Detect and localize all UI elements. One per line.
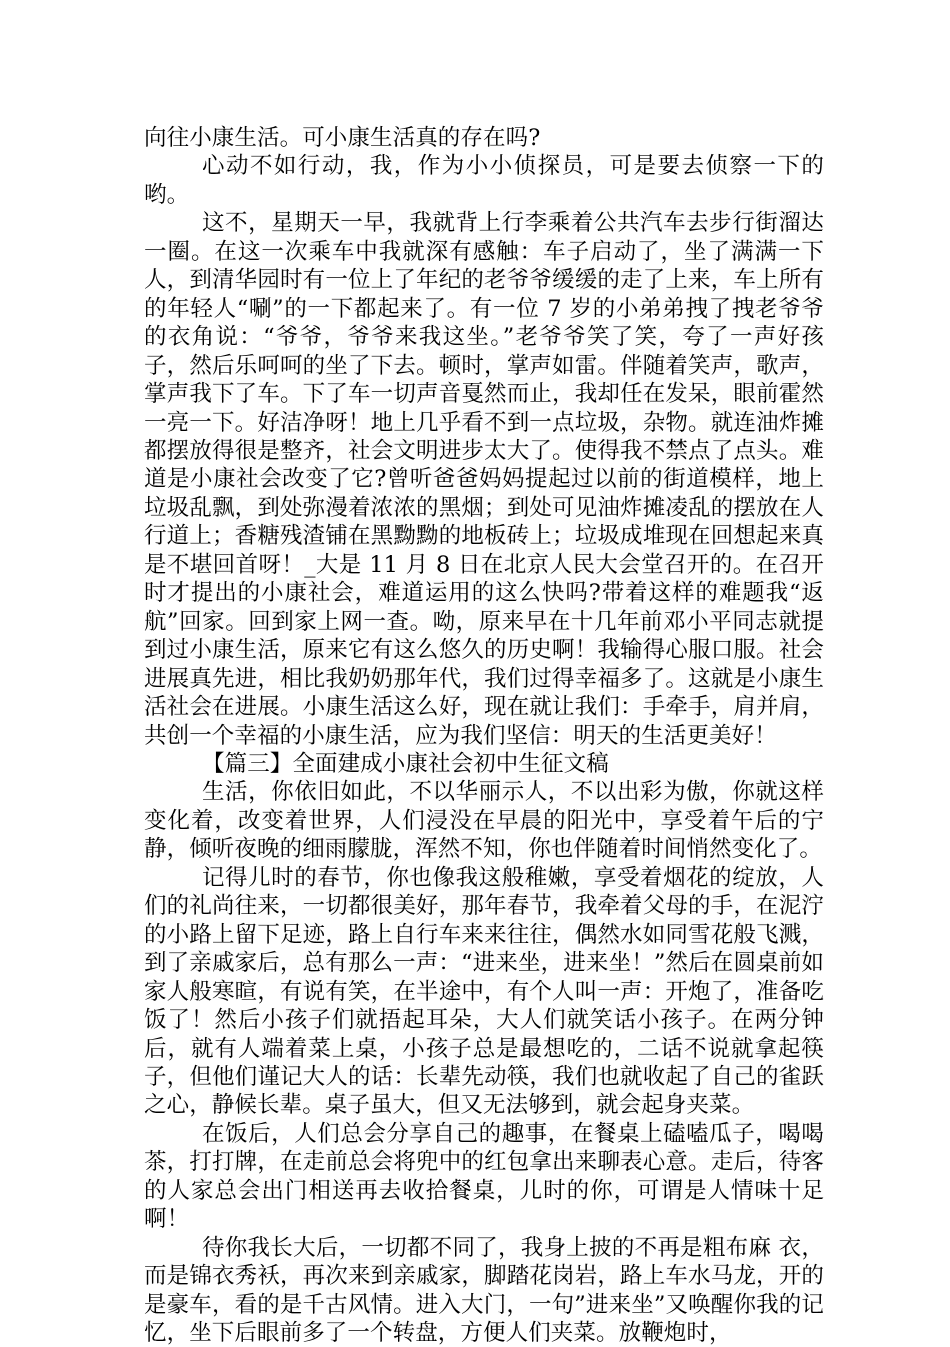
paragraph: 这不，星期天一早，我就背上行李乘着公共汽车去步行街溜达一圈。在这一次乘车中我就深有感触：车子启动了，坐了满满一下人，到清华园时有一位上了年纪的老爷爷缓缓的走了上来，车上所有的年轻人“唰”的一下都起来了。有一位 7 岁的小弟弟拽了拽老爷爷的衣角说：“爷爷，爷爷来我这坐。”老爷爷笑了笑，夸了一声好孩子，然后乐呵呵的坐了下去。顿时，掌声如雷。伴随着笑声，歌声，掌声我下了车。下了车一切声音戛然而止，我却任在发呆，眼前霍然一亮一下。好洁净呀！地上几乎看不到一点垃圾，杂物。就连油炸摊都摆放得很是整齐，社会文明进步太大了。使得我不禁点了点头。难道是小康社会改变了它?曾听爸爸妈妈提起过以前的街道模样，地上垃圾乱飘，到处弥漫着浓浓的黑烟；到处可见油炸摊凌乱的摆放在人行道上；香糖残渣铺在黑黝黝的地板砖上；垃圾成堆现在回想起来真是不堪回首呀！_大是 11 月 8 日在北京人民大会堂召开的。在召开时才提出的小康社会，难道运用的这么快吗?带着这样的难题我“返航”回家。回到家上网一查。呦，原来早在十几年前邓小平同志就提到过小康生活，原来它有这么悠久的历史啊！我输得心服口服。社会进展真先进，相比我奶奶那年代，我们过得幸福多了。这就是小康生活社会在进展。小康生活这么好，现在就让我们：手牵手，肩并肩，共创一个幸福的小康生活，应为我们坚信：明天的生活更美好！ bbox=[144, 210, 824, 749]
paragraph: 生活，你依旧如此，不以华丽示人，不以出彩为傲，你就这样变化着，改变着世界，人们浸没在早晨的阳光中，享受着午后的宁静，倾听夜晚的细雨朦胧，浑然不知，你也伴随着时间悄然变化了。 bbox=[144, 779, 824, 863]
paragraph: 记得儿时的春节，你也像我这般稚嫩，享受着烟花的绽放，人们的礼尚往来，一切都很美好，那年春节，我牵着父母的手，在泥泞的小路上留下足迹，路上自行车来来往往，偶然水如同雪花般飞溅，到了亲戚家后，总有那么一声：“进来坐，进来坐！”然后在圆桌前如家人般寒暄，有说有笑，在半途中，有个人叫一声：开炮了，准备吃饭了！然后小孩子们就捂起耳朵，大人们就笑话小孩子。在两分钟后，就有人端着菜上桌，小孩子总是最想吃的，二话不说就拿起筷子，但他们谨记大人的话：长辈先动筷，我们也就收起了自己的雀跃之心，静候长辈。桌子虽大，但又无法够到，就会起身夹菜。 bbox=[144, 864, 824, 1119]
essay-part-one bbox=[144, 124, 824, 750]
paragraph: 在饭后，人们总会分享自己的趣事，在餐桌上磕嗑瓜子，喝喝茶，打打牌，在走前总会将兜中的红包拿出来聊表心意。走后，待客的人家总会出门相送再去收拾餐桌，儿时的你，可谓是人情味十足啊！ bbox=[144, 1120, 824, 1233]
paragraph: 向往小康生活。可小康生活真的存在吗? bbox=[144, 125, 541, 151]
essay-part-three bbox=[144, 778, 824, 1347]
section-heading: 【篇三】全面建成小康社会初中生征文稿 bbox=[202, 750, 609, 777]
paragraph: 心动不如行动，我，作为小小侦探员，可是要去侦察一下的哟。 bbox=[144, 153, 824, 208]
document-page bbox=[144, 124, 824, 1347]
paragraph: 待你我长大后，一切都不同了，我身上披的不再是粗布麻 衣，而是锦衣秀袄，再次来到亲戚家，脚踏花岗岩，路上车水马龙，开的是豪车，看的是千古风情。进入大门，一句”进来坐”又唤醒你我的记忆，坐下后眼前多了一个转盘，方便人们夹菜。放鞭炮时， bbox=[144, 1234, 824, 1347]
